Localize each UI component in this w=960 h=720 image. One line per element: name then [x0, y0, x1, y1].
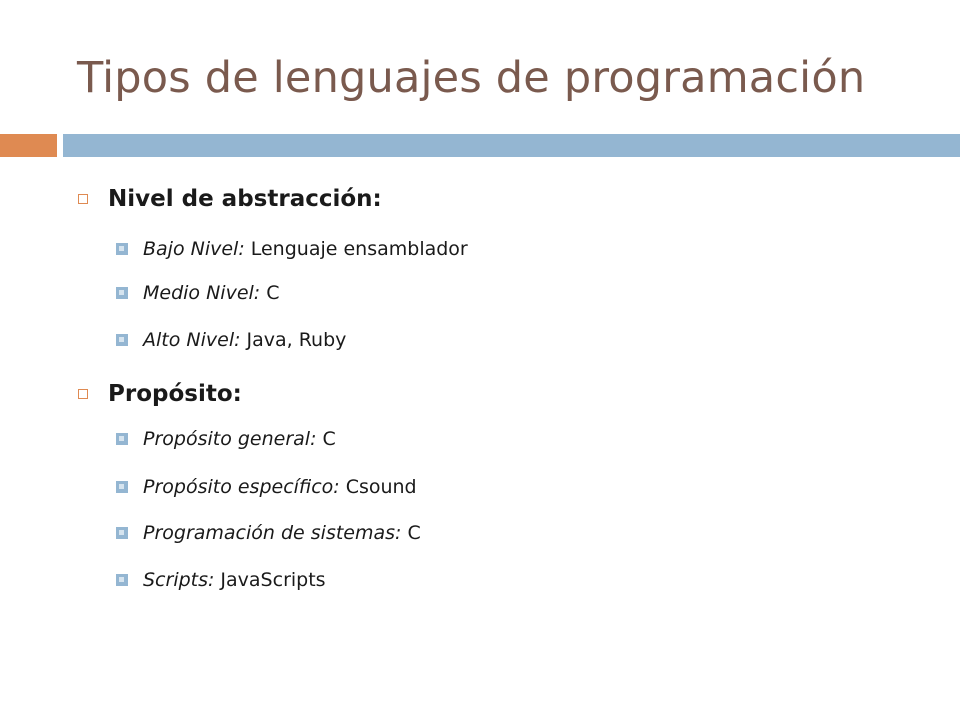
- item-value: Lenguaje ensamblador: [250, 238, 468, 260]
- square-bullet-icon: [116, 527, 128, 539]
- item-term: Propósito general:: [143, 428, 317, 450]
- item-term: Propósito específico:: [143, 476, 340, 498]
- list-item: [116, 426, 336, 452]
- item-term: Scripts:: [143, 569, 215, 591]
- item-term: Medio Nivel:: [143, 282, 261, 304]
- section-heading-purpose: [78, 379, 242, 409]
- list-item: [116, 520, 421, 546]
- item-value: C: [266, 282, 280, 304]
- item-value: C: [407, 522, 421, 544]
- item-term: Programación de sistemas:: [143, 522, 402, 544]
- section-label: Propósito:: [108, 381, 242, 407]
- item-term: Alto Nivel:: [143, 329, 241, 351]
- square-bullet-icon: [116, 433, 128, 445]
- section-heading-abstraction: [78, 184, 382, 214]
- square-bullet-icon: [116, 334, 128, 346]
- item-value: Csound: [345, 476, 417, 498]
- square-bullet-icon: [116, 287, 128, 299]
- item-value: Java, Ruby: [246, 329, 347, 351]
- hollow-square-bullet-icon: [78, 194, 88, 204]
- slide-title: Tipos de lenguajes de programación: [77, 53, 866, 103]
- section-label: Nivel de abstracción:: [108, 186, 382, 212]
- item-value: C: [322, 428, 336, 450]
- square-bullet-icon: [116, 243, 128, 255]
- square-bullet-icon: [116, 481, 128, 493]
- list-item: [116, 474, 417, 500]
- hollow-square-bullet-icon: [78, 389, 88, 399]
- list-item: [116, 567, 326, 593]
- list-item: [116, 327, 346, 353]
- list-item: [116, 236, 468, 262]
- list-item: [116, 280, 279, 306]
- item-value: JavaScripts: [220, 569, 326, 591]
- square-bullet-icon: [116, 574, 128, 586]
- item-term: Bajo Nivel:: [143, 238, 245, 260]
